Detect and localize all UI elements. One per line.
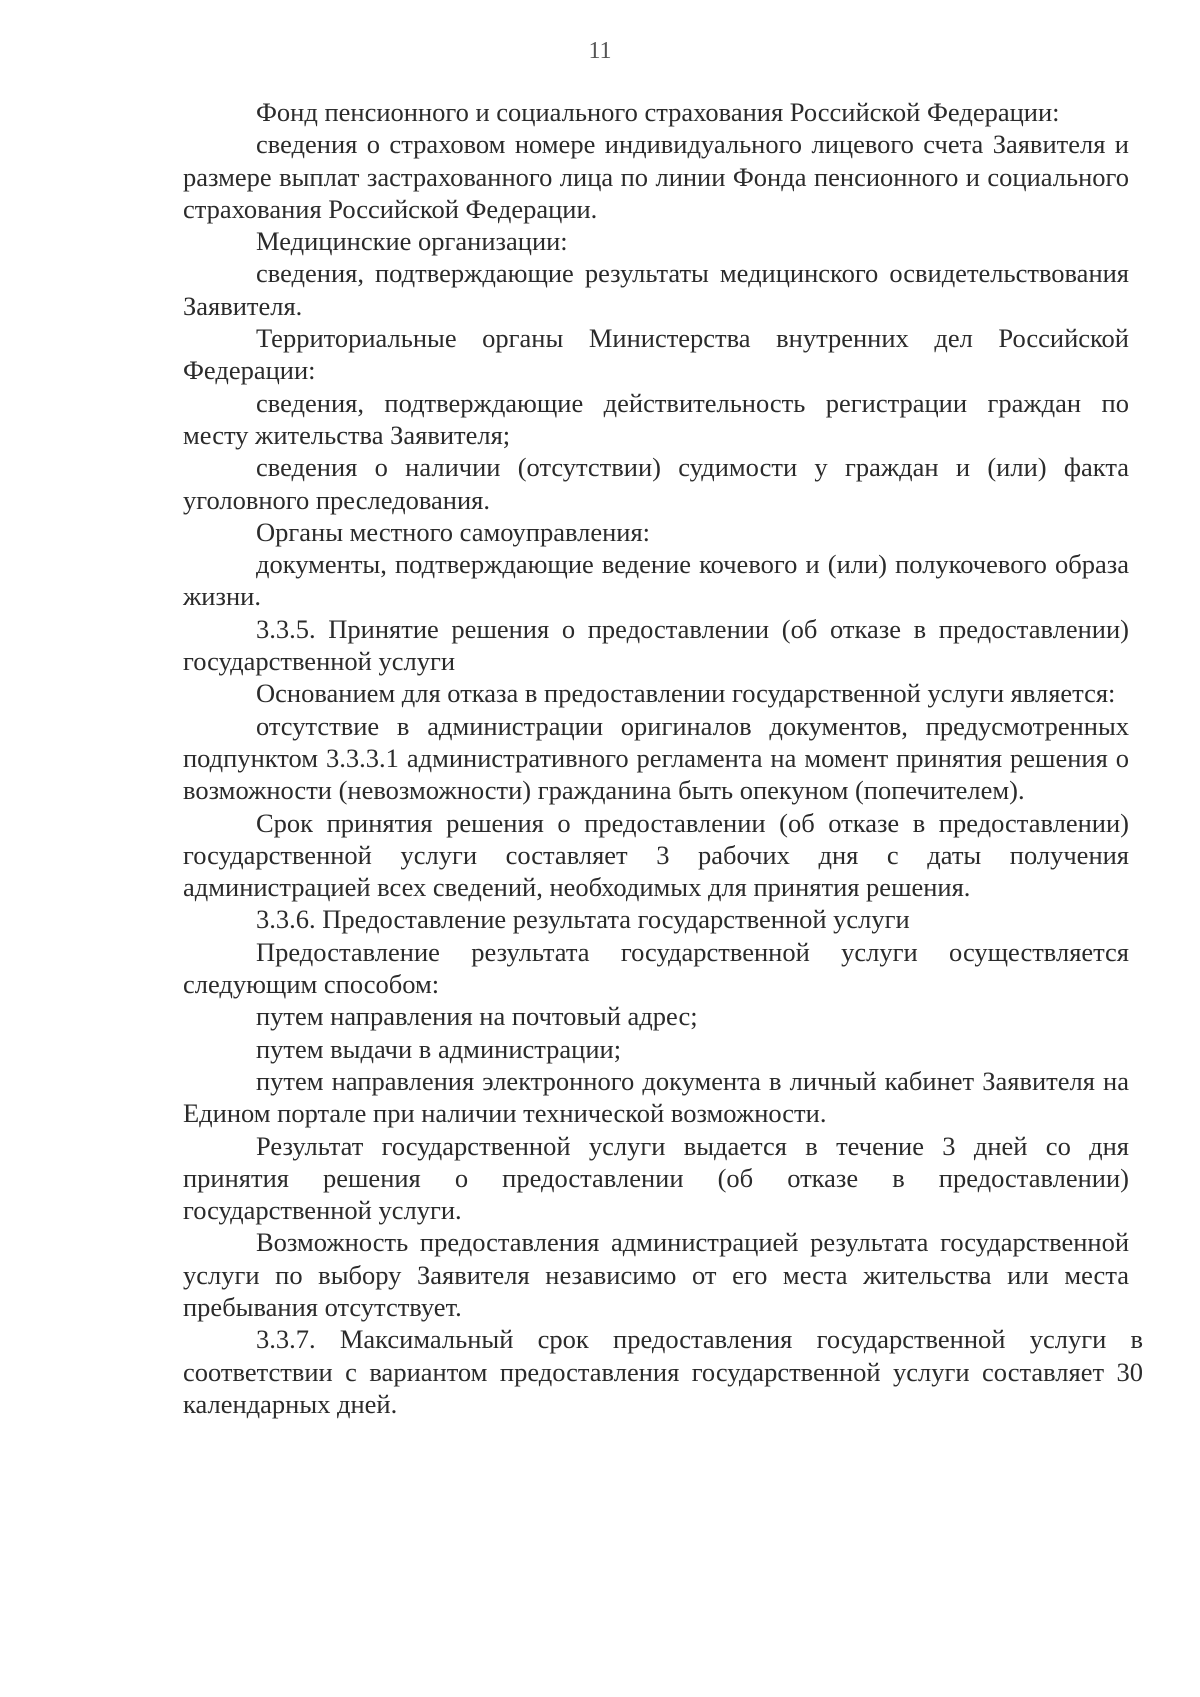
list-item-postal: путем направления на почтовый адрес; xyxy=(256,1001,698,1032)
paragraph-delivery-methods: Предоставление результата государственной услуги осуществляется следующим способом: xyxy=(183,936,1129,1000)
section-heading-3-3-6: 3.3.6. Предоставление результата государственной услуги xyxy=(256,904,910,935)
paragraph-mvd-criminal-record: сведения о наличии (отсутствии) судимости у граждан и (или) факта уголовного преследования. xyxy=(183,452,1129,515)
paragraph-mvd-heading: Территориальные органы Министерства внутренних дел Российской Федерации: xyxy=(183,323,1129,386)
paragraph-extraterritorial: Возможность предоставления администрацией результата государственной услуги по выбору Заявителя независимо от его места жительства или места пребывания отсутствует. xyxy=(183,1227,1129,1322)
paragraph-pension-fund-info: сведения о страховом номере индивидуального лицевого счета Заявителя и размере выплат застрахованного лица по линии Фонда пенсионного и социального страхования Российской Федерации. xyxy=(183,129,1129,224)
paragraph-medical-orgs-heading: Медицинские организации: xyxy=(256,226,568,257)
document-body xyxy=(183,96,1143,1420)
paragraph-medical-orgs-info: сведения, подтверждающие результаты медицинского освидетельствования Заявителя. xyxy=(183,258,1129,321)
paragraph-local-gov-heading: Органы местного самоуправления: xyxy=(256,516,651,547)
section-heading-3-3-5: 3.3.5. Принятие решения о предоставлении (об отказе в предоставлении) государственной услуги xyxy=(183,613,1129,677)
paragraph-mvd-registration: сведения, подтверждающие действительность регистрации граждан по месту жительства Заявителя; xyxy=(183,387,1129,450)
paragraph-refusal-reason: отсутствие в администрации оригиналов документов, предусмотренных подпунктом 3.3.3.1 административного регламента на момент принятия решения о возможности (невозможности) гражданина быть опекуном (попечителем). xyxy=(183,710,1129,806)
paragraph-local-gov-info: документы, подтверждающие ведение кочевого и (или) полукочевого образа жизни. xyxy=(183,549,1129,612)
paragraph-refusal-grounds: Основанием для отказа в предоставлении государственной услуги является: xyxy=(256,678,1116,709)
list-item-in-person: путем выдачи в администрации; xyxy=(256,1033,622,1064)
list-item-electronic: путем направления электронного документа в личный кабинет Заявителя на Едином портале при наличии технической возможности. xyxy=(183,1065,1129,1129)
paragraph-pension-fund-heading: Фонд пенсионного и социального страхования Российской Федерации: xyxy=(256,97,1060,127)
page-number: 11 xyxy=(588,38,612,64)
paragraph-result-term: Результат государственной услуги выдается в течение 3 дней со дня принятия решения о предоставлении (об отказе в предоставлении) государственной услуги. xyxy=(183,1130,1129,1226)
paragraph-decision-term: Срок принятия решения о предоставлении (об отказе в предоставлении) государственной услуги составляет 3 рабочих дня с даты получения администрацией всех сведений, необходимых для принятия решения. xyxy=(183,807,1129,903)
section-heading-3-3-7: 3.3.7. Максимальный срок предоставления государственной услуги в соответствии с вариантом предоставления государственной услуги составляет 30 календарных дней. xyxy=(183,1324,1143,1419)
